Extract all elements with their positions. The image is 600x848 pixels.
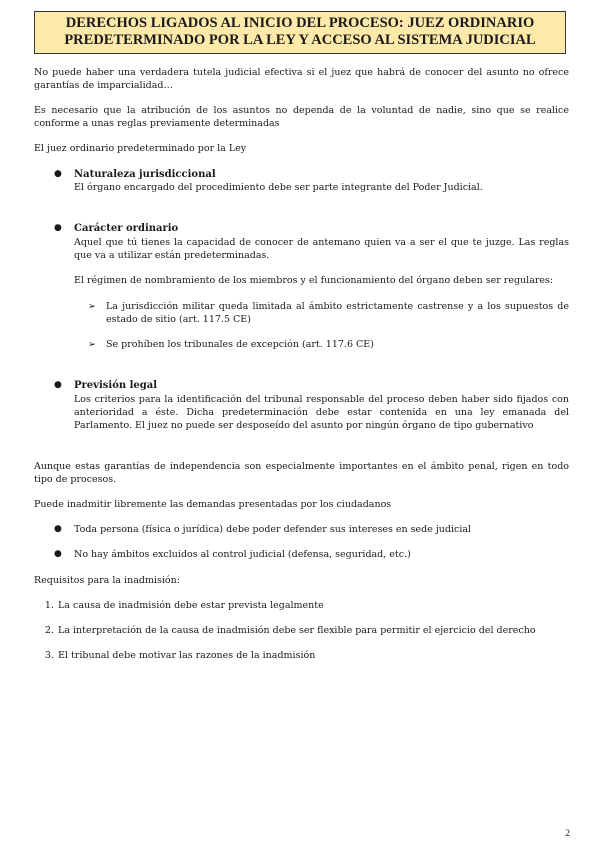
page-title: DERECHOS LIGADOS AL INICIO DEL PROCESO: JUEZ ORDINARIO PREDETERMINADO POR LA LEY Y ACCESO AL SISTEMA JUDICIAL <box>34 11 566 54</box>
numbered-item <box>34 624 569 637</box>
list-item <box>34 548 569 561</box>
item-number: 1. <box>44 599 54 611</box>
item-heading: Carácter ordinario <box>74 223 179 235</box>
sub-item <box>34 338 569 351</box>
document-body <box>34 66 569 662</box>
bullet-icon: ● <box>54 379 62 390</box>
arrow-bullet-icon: ➢ <box>88 338 96 350</box>
list-item-naturaleza <box>34 168 569 195</box>
sub-item <box>34 300 569 326</box>
item-text: La causa de inadmisión debe estar prevista legalmente <box>58 599 324 611</box>
item-text: Aquel que tú tienes la capacidad de conocer de antemano quien va a ser el que te juzge. Las reglas que va a utilizar están predeterminadas. <box>74 237 569 262</box>
numbered-item <box>34 649 569 662</box>
intro-paragraph: No puede haber una verdadera tutela judicial efectiva si el juez que habrá de conocer del asunto no ofrece garantías de imparcialidad… <box>34 67 569 92</box>
bullet-icon: ● <box>54 223 62 234</box>
item-number: 2. <box>44 624 54 636</box>
item-heading: Naturaleza jurisdiccional <box>74 168 216 180</box>
page-number: 2 <box>565 829 570 839</box>
section-lead: El juez ordinario predeterminado por la Ley <box>34 143 247 155</box>
list-item <box>34 523 569 536</box>
sub-item-text: La jurisdicción militar queda limitada al ámbito estrictamente castrense y a los supuestos de estado de sitio (art. 117.5 CE) <box>106 300 569 325</box>
intro-paragraph: Es necesario que la atribución de los asuntos no dependa de la voluntad de nadie, sino que se realice conforme a unas reglas previamente determinadas <box>34 105 569 130</box>
item-text: El órgano encargado del procedimiento debe ser parte integrante del Poder Judicial. <box>74 182 483 194</box>
inadmitir-paragraph: Puede inadmitir libremente las demandas presentadas por los ciudadanos <box>34 499 392 511</box>
arrow-bullet-icon: ➢ <box>88 300 96 312</box>
list-item-caracter <box>34 222 569 287</box>
item-text: El régimen de nombramiento de los miembros y el funcionamiento del órgano deben ser regulares: <box>74 275 554 287</box>
item-text: Toda persona (física o jurídica) debe poder defender sus intereses en sede judicial <box>74 524 472 536</box>
numbered-item <box>34 599 569 612</box>
bullet-icon: ● <box>54 168 62 179</box>
bullet-icon: ● <box>54 549 62 560</box>
bullet-icon: ● <box>54 524 62 535</box>
item-text: Los criterios para la identificación del tribunal responsable del proceso deben haber sido fijados con anterioridad a éste. Dicha predeterminación debe estar contenida en una ley emanada del Parlamento. El juez no puede ser desposeído del asunto por ningún órgano de tipo gubernativo <box>74 393 569 431</box>
requisitos-heading: Requisitos para la inadmisión: <box>34 574 180 586</box>
item-heading: Previsión legal <box>74 379 158 391</box>
item-number: 3. <box>44 649 54 661</box>
sub-item-text: Se prohíben los tribunales de excepción (art. 117.6 CE) <box>106 338 374 350</box>
penal-paragraph: Aunque estas garantías de independencia son especialmente importantes en el ámbito penal, rigen en todo tipo de procesos. <box>34 461 569 486</box>
item-text: La interpretación de la causa de inadmisión debe ser flexible para permitir el ejercicio del derecho <box>58 624 536 636</box>
item-text: No hay ámbitos excluidos al control judicial (defensa, seguridad, etc.) <box>74 549 411 561</box>
item-text: El tribunal debe motivar las razones de la inadmisión <box>58 649 316 661</box>
list-item-prevision <box>34 379 569 432</box>
